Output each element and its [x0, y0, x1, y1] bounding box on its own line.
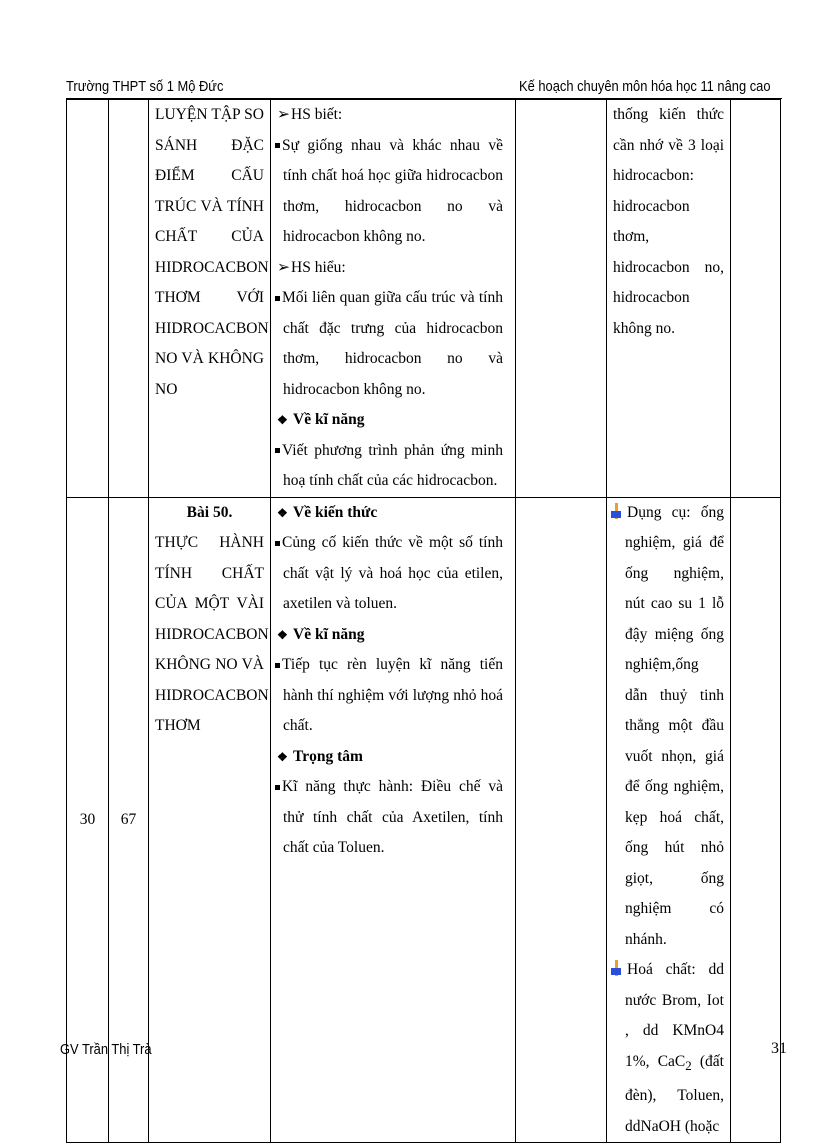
square-bullet-icon — [275, 541, 280, 546]
period-cell — [109, 100, 149, 498]
kien-thuc-item: Củng cố kiến thức về một số tính chất vật lý và hoá học của etilen, axetilen và toluen. — [277, 528, 509, 620]
kien-thuc-heading: ❖ Về kiến thức — [277, 498, 509, 529]
hs-hieu-item: Mối liên quan giữa cấu trúc và tính chất đặc trưng của hidrocacbon thơm, hidrocacbon no và hidrocacbon không no. — [277, 283, 509, 405]
period-number: 67 — [120, 810, 137, 828]
week-number: 30 — [79, 810, 96, 828]
diamond-bullet-icon: ❖ — [277, 627, 288, 642]
page-number: 31 — [771, 1040, 787, 1057]
lesson-title: THỰC HÀNH TÍNH CHẤT CỦA MỘT VÀI HIDROCACBON KHÔNG NO VÀ HIDROCACBON THƠM — [155, 534, 269, 734]
trong-tam-item: Kĩ năng thực hành: Điều chế và thử tính chất của Axetilen, tính chất của Toluen. — [277, 772, 509, 864]
lesson-title-cell — [149, 497, 271, 1143]
lesson-title: LUYỆN TẬP SO SÁNH ĐẶC ĐIỂM CẤU TRÚC VÀ TÍNH CHẤT CỦA HIDROCACBON THƠM VỚI HIDROCACBON NO VÀ KHÔNG NO — [155, 106, 269, 398]
header-plan-title: Kế hoạch chuyên môn hóa học 11 nâng cao — [519, 78, 771, 95]
ki-nang-heading: ❖ Về kĩ năng — [277, 620, 509, 651]
square-bullet-icon — [275, 143, 280, 148]
hs-hieu-heading: ➢HS hiểu: — [277, 253, 509, 284]
footer-teacher: GV Trần Thị Trà — [60, 1041, 152, 1058]
square-bullet-icon — [275, 448, 280, 453]
notes-cell — [731, 100, 781, 498]
hs-biet-heading: ➢HS biết: — [277, 100, 509, 131]
objectives-cell — [271, 497, 516, 1143]
methods-cell — [516, 497, 607, 1143]
flag-bullet-icon — [611, 503, 623, 519]
ki-nang-item: Viết phương trình phản ứng minh hoạ tính chất của các hidrocacbon. — [277, 436, 509, 497]
methods-cell — [516, 100, 607, 498]
arrow-bullet-icon: ➢ — [277, 258, 290, 276]
objectives-cell — [271, 100, 516, 498]
table-row — [67, 100, 781, 498]
square-bullet-icon — [275, 663, 280, 668]
table-row — [67, 497, 781, 1143]
lesson-plan-table — [66, 99, 781, 1143]
hs-biet-item: Sự giống nhau và khác nhau về tính chất hoá học giữa hidrocacbon thơm, hidrocacbon no và hidrocacbon không no. — [277, 131, 509, 253]
dung-cu-item: Dụng cụ: ống nghiệm, giá để ống nghiệm, nút cao su 1 lỗ đậy miệng ống nghiệm,ống dẫn thuỷ tinh thẳng một đầu vuốt nhọn, giá để ống nghiệm, kẹp hoá chất, ống hút nhỏ giọt, ống nghiệm có nhánh. — [611, 498, 724, 956]
diamond-bullet-icon: ❖ — [277, 505, 288, 520]
square-bullet-icon — [275, 785, 280, 790]
trong-tam-heading: ❖ Trọng tâm — [277, 742, 509, 773]
hoa-chat-item: Hoá chất: dd nước Brom, Iot , dd KMnO4 1%, CaC$_2$ (đất đèn), Toluen, ddNaOH (hoặc — [611, 955, 724, 1142]
preparation-text: thống kiến thức cần nhớ về 3 loại hidrocacbon: hidrocacbon thơm, hidrocacbon no, hidrocacbon không no. — [613, 106, 724, 337]
header-school: Trường THPT số 1 Mộ Đức — [66, 78, 224, 95]
ki-nang-item: Tiếp tục rèn luyện kĩ năng tiến hành thí nghiệm với lượng nhỏ hoá chất. — [277, 650, 509, 742]
preparation-cell — [607, 497, 731, 1143]
flag-bullet-icon — [611, 960, 623, 976]
lesson-title-cell — [149, 100, 271, 498]
square-bullet-icon — [275, 296, 280, 301]
diamond-bullet-icon: ❖ — [277, 749, 288, 764]
diamond-bullet-icon: ❖ — [277, 413, 288, 427]
ki-nang-heading: ❖ Về kĩ năng — [277, 405, 509, 436]
week-cell — [67, 100, 109, 498]
arrow-bullet-icon: ➢ — [277, 106, 290, 123]
lesson-number: Bài 50. — [186, 503, 233, 521]
preparation-cell — [607, 100, 731, 498]
